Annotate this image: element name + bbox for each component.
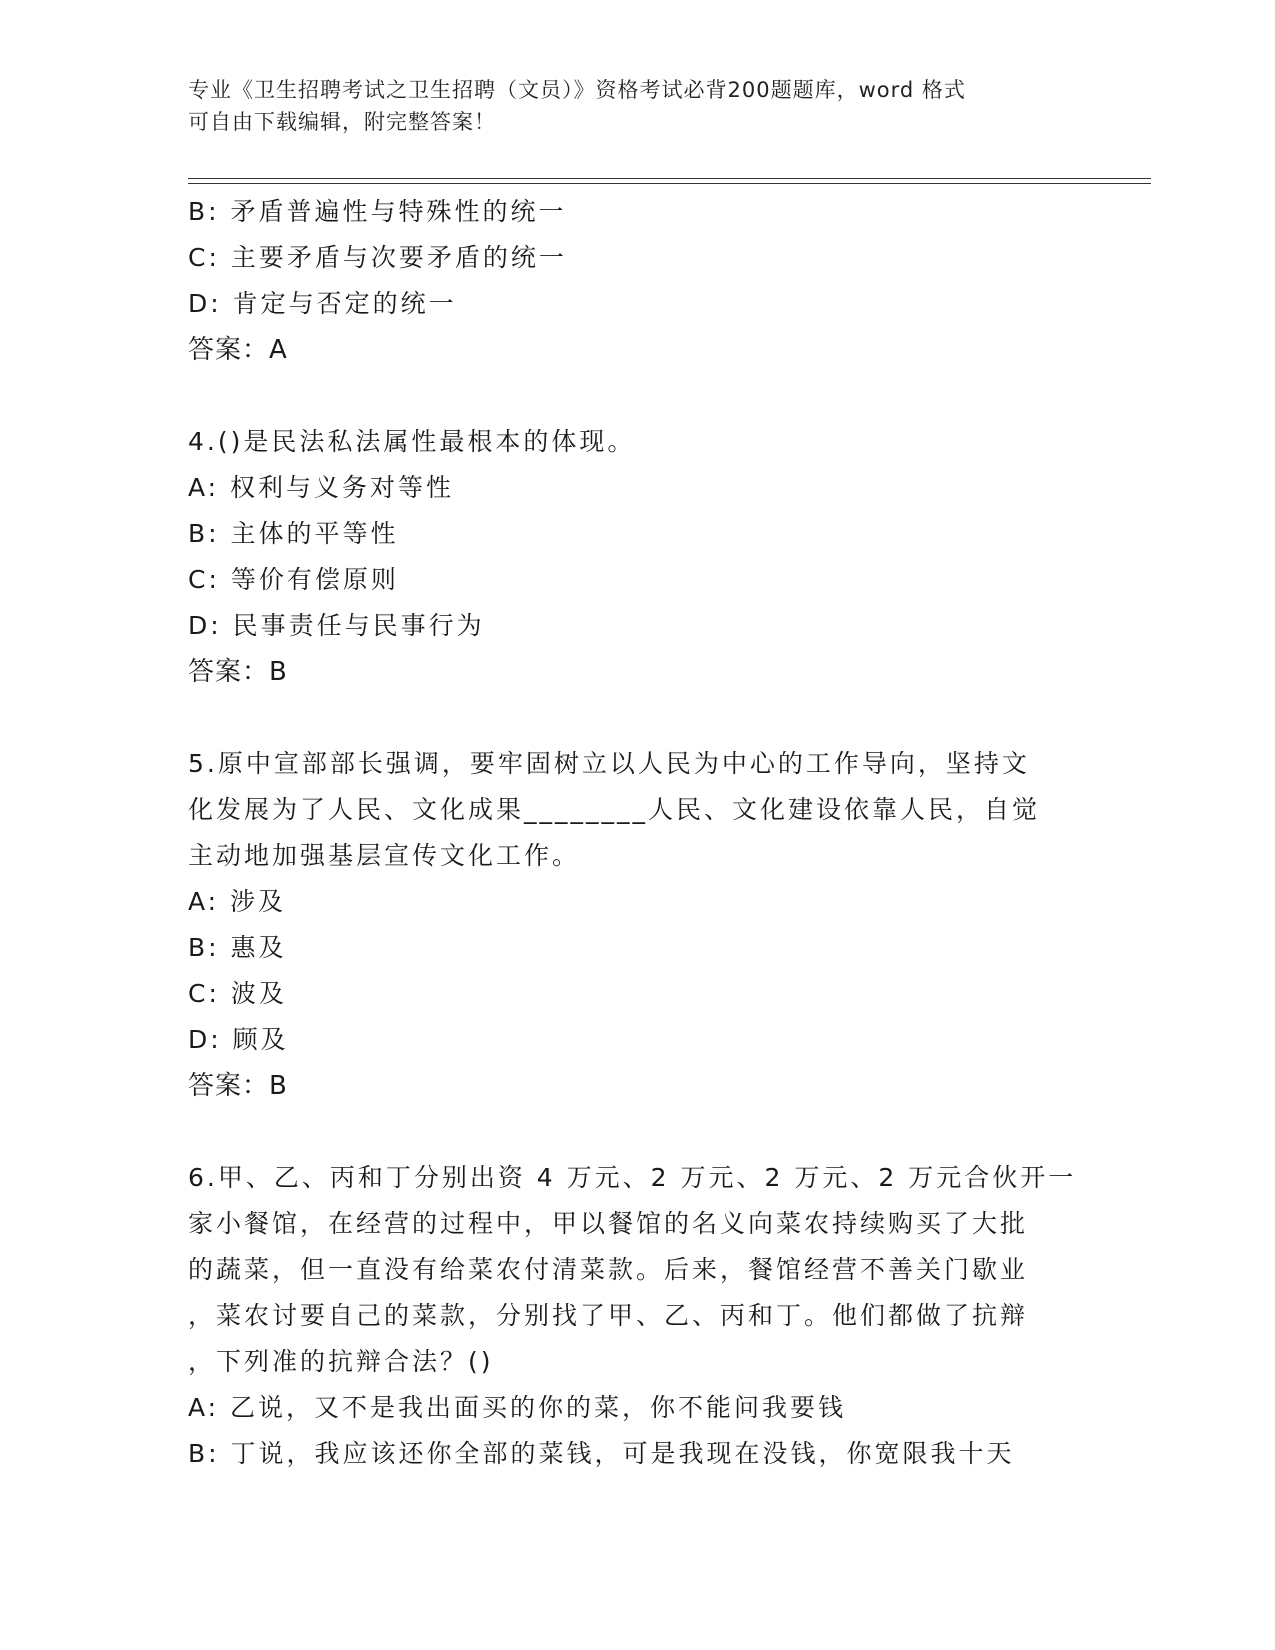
option-b: B: 矛盾普遍性与特殊性的统一 bbox=[188, 197, 567, 226]
option-a: A: 涉及 bbox=[188, 887, 287, 916]
option-d: D: 顾及 bbox=[188, 1025, 289, 1054]
option-a: A: 乙说，又不是我出面买的你的菜，你不能问我要钱 bbox=[188, 1393, 847, 1422]
stem-line: 的蔬菜，但一直没有给菜农付清菜款。后来，餐馆经营不善关门歇业 bbox=[188, 1255, 1029, 1284]
header-rule-bottom bbox=[188, 183, 1151, 184]
stem-line: ，菜农讨要自己的菜款，分别找了甲、乙、丙和丁。他们都做了抗辩 bbox=[188, 1301, 1029, 1330]
question-6 bbox=[188, 1155, 1088, 1477]
header-line-1: 专业《卫生招聘考试之卫生招聘（文员）》资格考试必背200题题库，word 格式 bbox=[188, 78, 966, 102]
question-stem bbox=[188, 1155, 1088, 1385]
option-c: C: 等价有偿原则 bbox=[188, 565, 399, 594]
question-4 bbox=[188, 419, 1088, 695]
header-line-2: 可自由下载编辑，附完整答案！ bbox=[188, 110, 496, 134]
question-content bbox=[188, 189, 1088, 1477]
answer-label: 答案：A bbox=[188, 335, 288, 365]
option-c: C: 主要矛盾与次要矛盾的统一 bbox=[188, 243, 567, 272]
stem-line: 6.甲、乙、丙和丁分别出资 4 万元、2 万元、2 万元、2 万元合伙开一 bbox=[188, 1163, 1077, 1192]
header-rule-top bbox=[188, 178, 1151, 179]
question-5 bbox=[188, 741, 1088, 1109]
answer-label: 答案：B bbox=[188, 657, 288, 687]
option-b: B: 主体的平等性 bbox=[188, 519, 399, 548]
answer-label: 答案：B bbox=[188, 1071, 288, 1101]
document-header bbox=[188, 74, 1068, 138]
option-c: C: 波及 bbox=[188, 979, 287, 1008]
option-d: D: 民事责任与民事行为 bbox=[188, 611, 485, 640]
question-stem bbox=[188, 741, 1088, 879]
question-stem: 4.()是民法私法属性最根本的体现。 bbox=[188, 427, 636, 456]
stem-line: 5.原中宣部部长强调，要牢固树立以人民为中心的工作导向，坚持文 bbox=[188, 749, 1030, 778]
question-3-continuation bbox=[188, 189, 1088, 373]
option-d: D: 肯定与否定的统一 bbox=[188, 289, 457, 318]
stem-line: 化发展为了人民、文化成果________人民、文化建设依靠人民，自觉 bbox=[188, 795, 1041, 824]
stem-line: 主动地加强基层宣传文化工作。 bbox=[188, 841, 581, 870]
option-b: B: 丁说，我应该还你全部的菜钱，可是我现在没钱，你宽限我十天 bbox=[188, 1439, 1015, 1468]
stem-line: ，下列准的抗辩合法？() bbox=[188, 1347, 494, 1376]
option-b: B: 惠及 bbox=[188, 933, 287, 962]
option-a: A: 权利与义务对等性 bbox=[188, 473, 455, 502]
stem-line: 家小餐馆，在经营的过程中，甲以餐馆的名义向菜农持续购买了大批 bbox=[188, 1209, 1029, 1238]
